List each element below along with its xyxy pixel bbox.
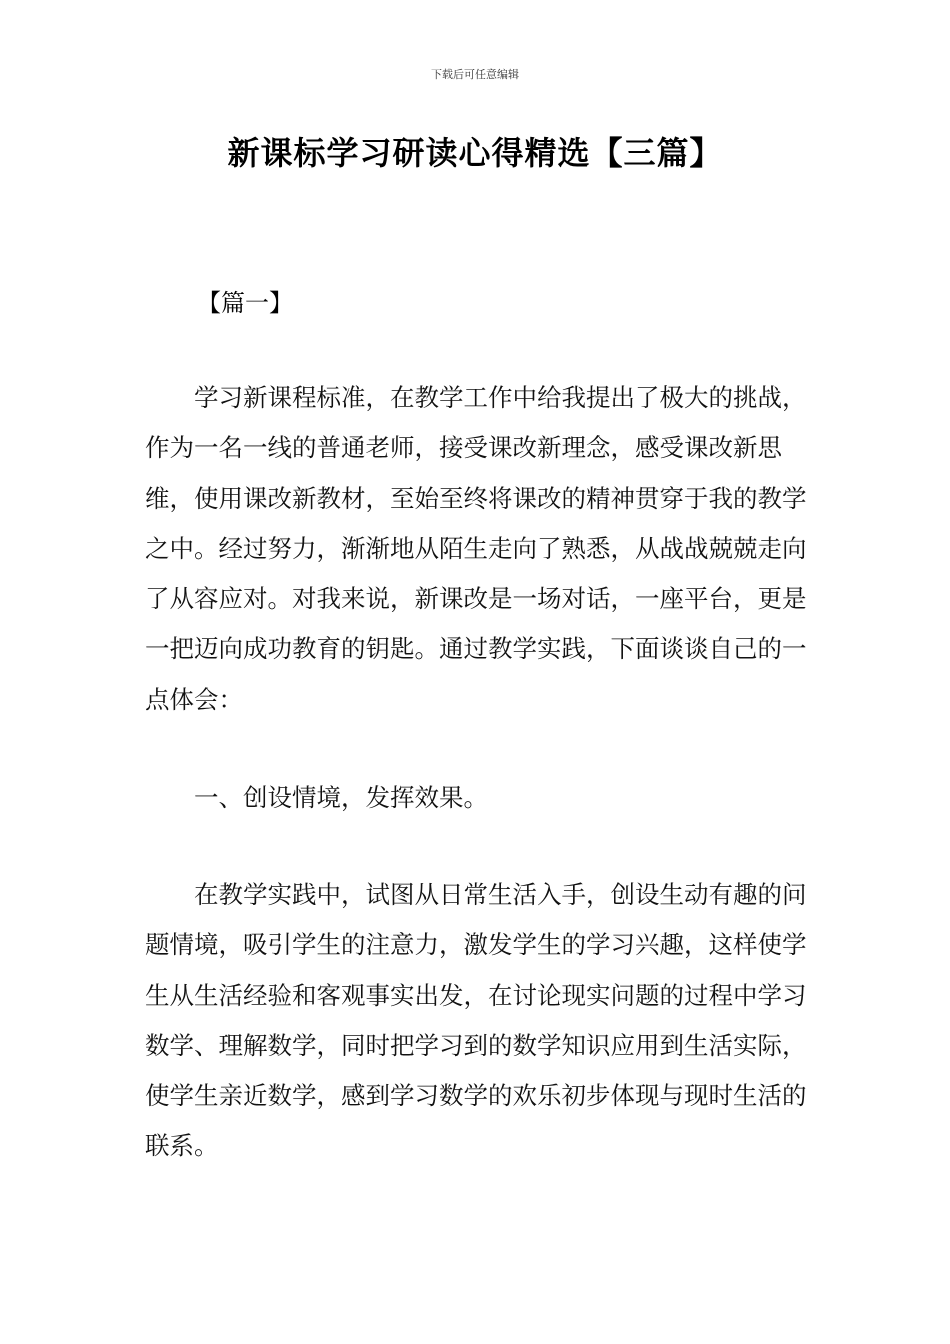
document-title: 新课标学习研读心得精选【三篇】 xyxy=(227,134,723,172)
paragraph-intro: 学习新课程标准，在教学工作中给我提出了极大的挑战，作为一名一线的普通老师，接受课改新理念，感受课改新思维，使用课改新教材，至始至终将课改的精神贯穿于我的教学之中。经过努力，渐渐地从陌生走向了熟悉，从战战兢兢走向了从容应对。对我来说，新课改是一场对话，一座平台，更是一把迈向成功教育的钥匙。通过教学实践，下面谈谈自己的一点体会： xyxy=(145,383,807,714)
subheading-1: 一、创设情境，发挥效果。 xyxy=(194,783,488,812)
header-note: 下载后可任意编辑 xyxy=(431,68,519,81)
paragraph-2: 在教学实践中，试图从日常生活入手，创设生动有趣的问题情境，吸引学生的注意力，激发学生的学习兴趣，这样使学生从生活经验和客观事实出发，在讨论现实问题的过程中学习数学、理解数学，同时把学习到的数学知识应用到生活实际，使学生亲近数学，感到学习数学的欢乐初步体现与现时生活的联系。 xyxy=(145,880,807,1161)
section-label: 【篇一】 xyxy=(197,289,293,317)
